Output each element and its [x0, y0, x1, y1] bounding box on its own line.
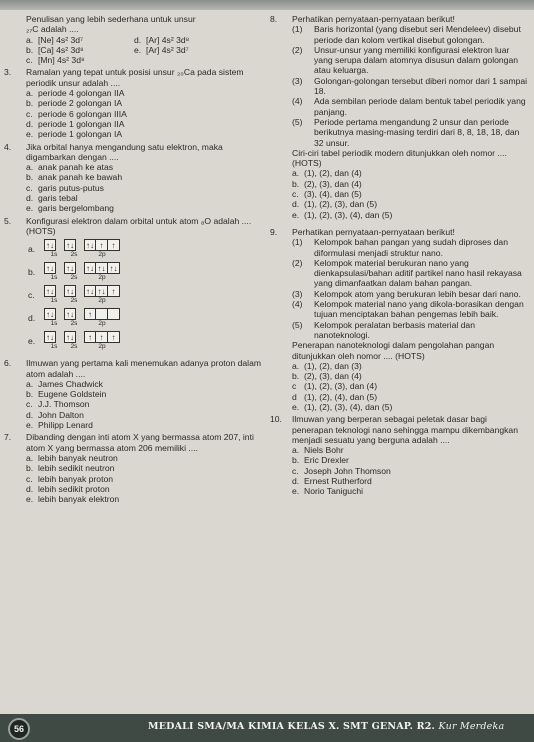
answer-options: [292, 361, 530, 412]
option-letter: d.: [292, 476, 300, 487]
question-number: 6.: [4, 358, 12, 369]
orbital-box: ↑↓: [46, 310, 54, 320]
orbital-group: [44, 285, 56, 297]
orbital-diagrams: [26, 239, 266, 351]
option-letter: c.: [292, 189, 299, 200]
statement-number: (3): [292, 75, 303, 86]
option-letter: e.: [292, 209, 300, 220]
orbital-group: [84, 239, 120, 251]
answer-option: [26, 379, 266, 389]
question-text: Ramalan yang tepat untuk posisi unsur ₂₀Ca pada sistem periodik unsur adalah ....: [26, 67, 244, 88]
option-letter: e.: [134, 44, 142, 55]
orbital-diagram: [26, 262, 266, 282]
orbital-box: ↑: [108, 285, 120, 297]
option-text: (2), (3), dan (4): [304, 178, 362, 189]
question-6: [4, 358, 266, 430]
question-text: Dibanding dengan inti atom X yang bermassa atom 207, inti atom X yang bermassa atom 206 memiliki ....: [26, 432, 254, 453]
option-text: Philipp Lenard: [38, 420, 93, 431]
option-letter: c: [292, 381, 297, 392]
statements: [292, 24, 530, 148]
option-letter: d.: [26, 483, 34, 494]
question-9: [270, 227, 530, 412]
orbital-group: [84, 331, 120, 343]
statement-text: Kelompok peralatan berbasis material dan nanoteknologi.: [314, 319, 475, 340]
option-text: [Ar] 4s² 3d⁸: [146, 34, 190, 45]
orbital-diagram: [26, 285, 266, 305]
statement-number: (4): [292, 299, 303, 310]
option-text: lebih sedikit neutron: [38, 463, 115, 474]
option-letter: c.: [26, 473, 33, 484]
answer-option: [292, 371, 530, 381]
option-text: periode 2 golongan IA: [38, 98, 123, 109]
answer-option: [26, 45, 128, 55]
footer: [0, 714, 534, 742]
answer-option: [26, 162, 266, 172]
option-letter: b.: [292, 178, 300, 189]
answer-options: [26, 379, 266, 430]
orbital-box: ↑↓: [86, 241, 94, 251]
answer-option: [292, 445, 530, 455]
question-10: [270, 414, 530, 496]
option-text: periode 1 golongan IIA: [38, 118, 125, 129]
statement-text: Kelompok material berukuran nano yang dienkapsulasi/bahan aditif partikel nano hasil rekayasa yang dimanfaatkan dalam bahan pangan.: [314, 257, 522, 289]
option-letter: c.: [26, 399, 33, 410]
option-letter: e.: [28, 336, 36, 347]
option-text: James Chadwick: [38, 378, 103, 389]
option-text: [Ne] 4s² 3d⁷: [38, 34, 84, 45]
answer-option: [134, 55, 266, 65]
option-text: garis putus-putus: [38, 182, 104, 193]
statement: [292, 258, 530, 289]
statement: [292, 289, 530, 299]
orbital-group: [84, 308, 120, 320]
subshell-label: 2s: [70, 274, 78, 282]
orbital-box: ↑: [84, 308, 96, 320]
answer-option: [292, 210, 530, 220]
orbital-group: [44, 331, 56, 343]
subshell-label: 2s: [70, 343, 78, 351]
orbital-box: ↑↓: [66, 241, 74, 251]
option-text: garis tebal: [38, 193, 78, 204]
answer-options: [292, 168, 530, 219]
answer-option: [26, 193, 266, 203]
answer-options: [26, 162, 266, 213]
answer-option: [26, 55, 128, 65]
option-text: anak panah ke bawah: [38, 172, 123, 183]
answer-option: [26, 453, 266, 463]
question-number: 8.: [270, 14, 278, 24]
answer-option: [26, 88, 266, 98]
orbital-group: [44, 262, 56, 274]
option-letter: b.: [26, 44, 34, 55]
question-5: [4, 216, 266, 352]
question-text: Ilmuwan yang pertama kali menemukan adanya proton dalam atom adalah ....: [26, 358, 262, 379]
orbital-diagram: [26, 331, 266, 351]
statement-text: Golongan-golongan tersebut diberi nomor dari 1 sampai 18.: [314, 75, 528, 97]
orbital-box: ↑: [96, 331, 108, 343]
option-text: (1), (2), dan (4): [304, 168, 362, 179]
answer-option: [292, 392, 530, 402]
subshell-label: 2p: [98, 320, 106, 328]
answer-option: [26, 172, 266, 182]
subshell-label: 1s: [50, 343, 58, 351]
subshell-label: 1s: [50, 274, 58, 282]
orbital-box: ↑↓: [66, 287, 74, 297]
option-letter: b.: [292, 455, 300, 466]
statement-number: (4): [292, 96, 303, 107]
answer-option: [26, 203, 266, 213]
option-text: Joseph John Thomson: [304, 465, 391, 476]
orbital-group: [44, 308, 56, 320]
option-text: Ernest Rutherford: [304, 476, 372, 487]
orbital-group: [84, 285, 120, 297]
option-text: (2), (3), dan (4): [304, 371, 362, 382]
option-text: (1), (2), (3), (4), dan (5): [304, 401, 393, 412]
answer-option: [292, 402, 530, 412]
orbital-group: [64, 239, 76, 251]
orbital-box: ↑↓: [66, 264, 74, 274]
statement-number: (3): [292, 288, 303, 299]
option-text: J.J. Thomson: [38, 399, 90, 410]
question-number: 3.: [4, 67, 12, 78]
orbital-box: [96, 308, 108, 320]
statements: [292, 237, 530, 340]
answer-option: [26, 399, 266, 409]
answer-option: [26, 183, 266, 193]
answer-option: [26, 119, 266, 129]
orbital-box: ↑↓: [66, 333, 74, 343]
answer-options: [292, 445, 530, 496]
question-prompt: Penerapan nanoteknologi dalam pengolahan pangan ditunjukkan oleh nomor .... (HOTS): [292, 340, 495, 361]
orbital-box: ↑: [108, 331, 120, 343]
orbital-group: [44, 239, 56, 251]
option-text: (1), (2), (3), dan (4): [304, 381, 378, 392]
footer-title: [148, 721, 504, 732]
option-letter: b.: [26, 389, 34, 400]
statement-number: (1): [292, 24, 303, 35]
option-letter: b.: [26, 98, 34, 109]
statement-text: Kelompok bahan pangan yang sudah diproses dan diformulasi menjadi struktur nano.: [314, 237, 508, 258]
orbital-box: ↑↓: [46, 333, 54, 343]
answer-option: [292, 179, 530, 189]
orbital-group: [64, 285, 76, 297]
statement-text: Kelompok material nano yang dikola-borasikan dengan tujuan menciptakan bahan pengemas lebih baik.: [314, 299, 524, 320]
option-text: lebih sedikit proton: [38, 483, 110, 494]
answer-option: [134, 35, 266, 45]
statement: [292, 76, 530, 97]
statement: [292, 117, 530, 148]
option-text: Eugene Goldstein: [38, 389, 107, 400]
answer-option: [26, 35, 128, 45]
option-letter: c.: [28, 290, 35, 301]
option-letter: a.: [26, 34, 34, 45]
option-text: Norio Taniguchi: [304, 486, 364, 497]
option-text: [Mn] 4s² 3d⁸: [38, 55, 85, 66]
answer-option: [292, 199, 530, 209]
footer-title-main: MEDALI SMA/MA KIMIA KELAS X. SMT GENAP. R2.: [148, 721, 436, 732]
option-letter: d.: [28, 313, 36, 324]
option-letter: a.: [26, 378, 34, 389]
option-letter: a.: [292, 360, 300, 371]
statement-number: (2): [292, 44, 303, 55]
answer-option: [26, 420, 266, 430]
answer-option: [292, 189, 530, 199]
option-letter: d.: [26, 118, 34, 129]
option-letter: b.: [26, 463, 34, 474]
answer-option: [26, 484, 266, 494]
answer-option: [292, 486, 530, 496]
orbital-box: [108, 308, 120, 320]
subshell-labels: [44, 343, 266, 351]
statement-number: (5): [292, 319, 303, 330]
option-letter: d.: [292, 199, 300, 210]
footer-title-curriculum: Kur Merdeka: [438, 721, 505, 732]
subshell-labels: [44, 297, 266, 305]
option-letter: c.: [26, 108, 33, 119]
right-column: [270, 14, 530, 499]
answer-option: [26, 389, 266, 399]
top-band: [0, 0, 534, 10]
option-text: lebih banyak elektron: [38, 494, 120, 505]
statement: [292, 237, 530, 258]
answer-option: [26, 129, 266, 139]
option-letter: b.: [292, 371, 300, 382]
statement-text: Kelompok atom yang berukuran lebih besar dari nano.: [314, 288, 521, 299]
answer-option: [26, 463, 266, 473]
subshell-label: 2p: [98, 297, 106, 305]
question-text-cont: ₂₇C adalah ....: [26, 24, 79, 35]
option-text: (1), (2), (4), dan (5): [304, 391, 378, 402]
option-letter: d.: [26, 409, 34, 420]
option-letter: a.: [28, 244, 36, 255]
answer-option: [26, 474, 266, 484]
question-number: 7.: [4, 432, 12, 443]
answer-option: [26, 494, 266, 504]
option-text: Niels Bohr: [304, 445, 344, 456]
orbital-group: [64, 331, 76, 343]
orbital-box: ↑↓: [86, 264, 94, 274]
orbital-group: [64, 308, 76, 320]
subshell-label: 1s: [50, 297, 58, 305]
answer-option: [26, 109, 266, 119]
statement: [292, 299, 530, 320]
question-2: [4, 14, 266, 65]
orbital-box: ↑↓: [96, 262, 108, 274]
orbital-box: ↑↓: [86, 287, 94, 297]
question-8: [270, 14, 530, 220]
option-text: [Ar] 4s² 3d⁷: [146, 44, 189, 55]
orbital-group: [64, 262, 76, 274]
option-text: (3), (4), dan (5): [304, 189, 362, 200]
option-text: lebih banyak proton: [38, 473, 114, 484]
statement-text: Unsur-unsur yang memiliki konfigurasi elektron luar yang serupa dalam atomnya disusun dalam golongan atau keluarga.: [314, 44, 518, 76]
orbital-box: ↑↓: [108, 262, 120, 274]
statement: [292, 96, 530, 117]
subshell-label: 1s: [50, 320, 58, 328]
option-letter: c.: [292, 465, 299, 476]
option-text: [Ca] 4s² 3d⁸: [38, 44, 84, 55]
orbital-box: ↑↓: [46, 264, 54, 274]
statement: [292, 45, 530, 76]
subshell-label: 2p: [98, 343, 106, 351]
orbital-box: ↑: [108, 239, 120, 251]
option-text: (1), (2), dan (3): [304, 360, 362, 371]
answer-option: [292, 476, 530, 486]
statement-text: Ada sembilan periode dalam bentuk tabel periodik yang panjang.: [314, 96, 526, 117]
answer-option: [292, 455, 530, 465]
question-number: 9.: [270, 226, 278, 237]
statement-number: (5): [292, 116, 303, 127]
orbital-box: ↑: [84, 331, 96, 343]
option-text: lebih banyak neutron: [38, 452, 118, 463]
question-text: Penulisan yang lebih sederhana untuk unsur: [26, 14, 196, 24]
answer-option: [26, 98, 266, 108]
option-text: periode 6 golongan IIIA: [38, 108, 127, 119]
statement-number: (2): [292, 257, 303, 268]
left-column: [4, 14, 266, 506]
answer-options: [26, 35, 266, 66]
question-number: 5.: [4, 215, 12, 226]
option-letter: e.: [26, 494, 34, 505]
option-letter: d.: [134, 34, 142, 45]
orbital-diagram: [26, 239, 266, 259]
orbital-diagram: [26, 308, 266, 328]
option-letter: b.: [28, 267, 36, 278]
subshell-labels: [44, 274, 266, 282]
option-letter: c.: [26, 182, 33, 193]
option-letter: a.: [292, 168, 300, 179]
subshell-label: 2p: [98, 274, 106, 282]
statement: [292, 24, 530, 45]
option-letter: e.: [26, 203, 34, 214]
statement-text: Baris horizontal (yang disebut seri Mendeleev) disebut periode dan kolom vertikal disebut golongan.: [314, 24, 521, 45]
option-letter: b.: [26, 172, 34, 183]
answer-option: [292, 361, 530, 371]
subshell-labels: [44, 320, 266, 328]
question-3: [4, 67, 266, 139]
answer-option: [292, 381, 530, 391]
option-letter: e.: [292, 401, 300, 412]
option-letter: d: [292, 391, 297, 402]
option-letter: a.: [26, 88, 34, 99]
question-prompt: Ciri-ciri tabel periodik modern ditunjukkan oleh nomor .... (HOTS): [292, 147, 507, 169]
option-letter: e.: [26, 129, 34, 140]
answer-options: [26, 453, 266, 504]
option-letter: c.: [26, 55, 33, 66]
subshell-label: 2p: [98, 251, 106, 259]
question-text: Jika orbital hanya mengandung satu elektron, maka digambarkan dengan ....: [26, 141, 223, 162]
answer-options: [26, 88, 266, 139]
statement-number: (1): [292, 237, 303, 248]
option-letter: a.: [26, 162, 34, 173]
option-letter: e.: [292, 486, 300, 497]
question-text: Ilmuwan yang berperan sebagai peletak dasar bagi penerapan teknologi nano sehingga mampu dikembangkan menjadi sesuatu yang berguna adalah ....: [292, 414, 518, 445]
page-number: 56: [8, 718, 30, 740]
option-text: (1), (2), (3), (4), dan (5): [304, 209, 393, 220]
orbital-box: ↑↓: [66, 310, 74, 320]
answer-option: [292, 168, 530, 178]
orbital-box: ↑↓: [46, 287, 54, 297]
question-text: Konfigurasi elektron dalam orbital untuk atom ₈O adalah .... (HOTS): [26, 215, 252, 236]
question-4: [4, 142, 266, 214]
option-letter: a.: [26, 452, 34, 463]
option-text: periode 4 golongan IIA: [38, 88, 125, 99]
question-text: Perhatikan pernyataan-pernyataan berikut!: [292, 14, 455, 24]
subshell-label: 1s: [50, 251, 58, 259]
question-7: [4, 432, 266, 504]
option-text: (1), (2), (3), dan (5): [304, 199, 378, 210]
question-number: 10.: [270, 414, 282, 425]
option-text: anak panah ke atas: [38, 162, 114, 173]
orbital-box: ↑↓: [46, 241, 54, 251]
subshell-label: 2s: [70, 297, 78, 305]
option-letter: d.: [26, 193, 34, 204]
question-number: 4.: [4, 141, 12, 152]
answer-option: [292, 466, 530, 476]
orbital-box: ↑↓: [96, 285, 108, 297]
option-text: garis bergelombang: [38, 203, 114, 214]
answer-option: [134, 45, 266, 55]
subshell-labels: [44, 251, 266, 259]
option-text: periode 1 golongan IA: [38, 129, 123, 140]
answer-option: [26, 410, 266, 420]
subshell-label: 2s: [70, 320, 78, 328]
orbital-group: [84, 262, 120, 274]
statement-text: Periode pertama mengandung 2 unsur dan periode berikutnya masing-masing terdiri dari 8, 8, 18, 18, dan 32 unsur.: [314, 116, 520, 148]
subshell-label: 2s: [70, 251, 78, 259]
option-letter: e.: [26, 420, 34, 431]
option-text: Eric Drexler: [304, 455, 349, 466]
statement: [292, 320, 530, 341]
option-letter: a.: [292, 445, 300, 456]
question-text: Perhatikan pernyataan-pernyataan berikut!: [292, 226, 455, 237]
option-text: John Dalton: [38, 409, 84, 420]
orbital-box: ↑: [96, 239, 108, 251]
